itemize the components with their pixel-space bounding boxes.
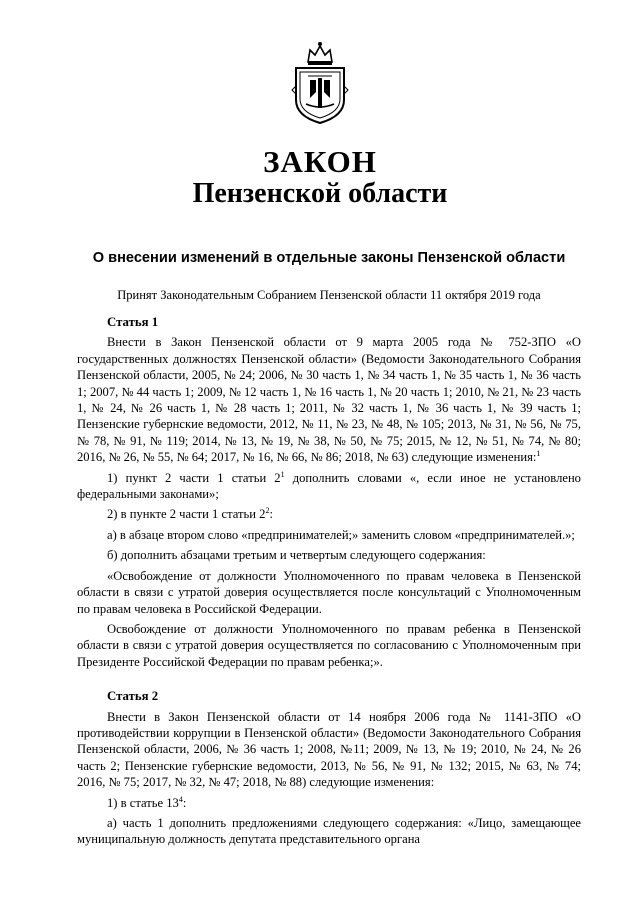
document-title: ЗАКОН xyxy=(263,144,377,179)
article-1-quote-2: Освобождение от должности Уполномоченного по правам ребенка в Пензенской области в связи с утратой доверия осуществляется по согласованию с Уполномоченным при Президенте Российской Федерации по правам ребенка;». xyxy=(77,621,581,669)
coat-of-arms-icon xyxy=(290,40,350,125)
article-2-heading: Статья 2 xyxy=(107,689,159,704)
adoption-note: Принят Законодательным Собранием Пензенской области 11 октября 2019 года xyxy=(117,288,541,302)
article-2-intro: Внести в Закон Пензенской области от 14 ноября 2006 года № 1141-ЗПО «О противодействии коррупции в Пензенской области» (Ведомости Законодательного Собрания Пензенской области, 2006, № 36 часть 1; 2008, №11; 2009, № 13, № 19; 2010, № 24, № 26 часть 2; Пензенские губернские ведомости, 2013, № 56, № 91, № 132; 2015, № 63, № 74; 2016, № 75; 2017, № 32, № 47; 2018, № 88) следующие изменения: xyxy=(77,709,581,790)
article-1-item-1: 1) пункт 2 части 1 статьи $2^1$ дополнить словами «, если иное не установлено федеральными законами»; xyxy=(77,469,581,502)
article-1-item-2b: б) дополнить абзацами третьим и четвертым следующего содержания: xyxy=(107,548,486,563)
article-1-item-2a: а) в абзаце втором слово «предпринимателей;» заменить словом «предпринимателей.»; xyxy=(107,527,575,542)
article-2-item-1a: а) часть 1 дополнить предложениями следующего содержания: «Лицо, замещающее муниципальную должность депутата представительного органа xyxy=(77,815,581,847)
document-body xyxy=(77,314,581,848)
document-subtitle: Пензенской области xyxy=(192,178,448,209)
article-1-quote-1: «Освобождение от должности Уполномоченного по правам человека в Пензенской области в связи с утратой доверия осуществляется после консультаций с Уполномоченным по правам человека в Российской Федерации. xyxy=(77,568,581,616)
article-1-heading: Статья 1 xyxy=(107,315,159,329)
article-1-item-2: 2) в пункте 2 части 1 статьи $2^2$: xyxy=(107,506,273,522)
article-1-intro: Внести в Закон Пензенской области от 9 марта 2005 года № 752-ЗПО «О государственных должностях Пензенской области» (Ведомости Законодательного Собрания Пензенской области, 2005, № 24; 2006, № 30 часть 1, № 34 часть 1, № 35 часть 1, № 36 часть 1; 2007, № 44 часть 1; 2009, № 12 часть 1, № 16 часть 1, № 20 часть 1; 2010, № 21, № 23 часть 1, № 24, № 26 часть 1, № 28 часть 1; 2011, № 32 часть 1, № 36 часть 1, № 39 часть 1; Пензенские губернские ведомости, 2012, № 11, № 23, № 48, № 105; 2013, № 31, № 56, № 75, № 78, № 91, № 119; 2014, № 13, № 19, № 38, № 50, № 75; 2015, № 12, № 51, № 74, № 80; 2016, № 26, № 55, № 64; 2017, № 16, № 66, № 86; 2018, № 63) следующие изменения:$^1$ xyxy=(77,335,581,465)
law-subject: О внесении изменений в отдельные законы Пензенской области xyxy=(92,250,566,266)
article-2-item-1: 1) в статье $13^4$: xyxy=(107,794,187,810)
